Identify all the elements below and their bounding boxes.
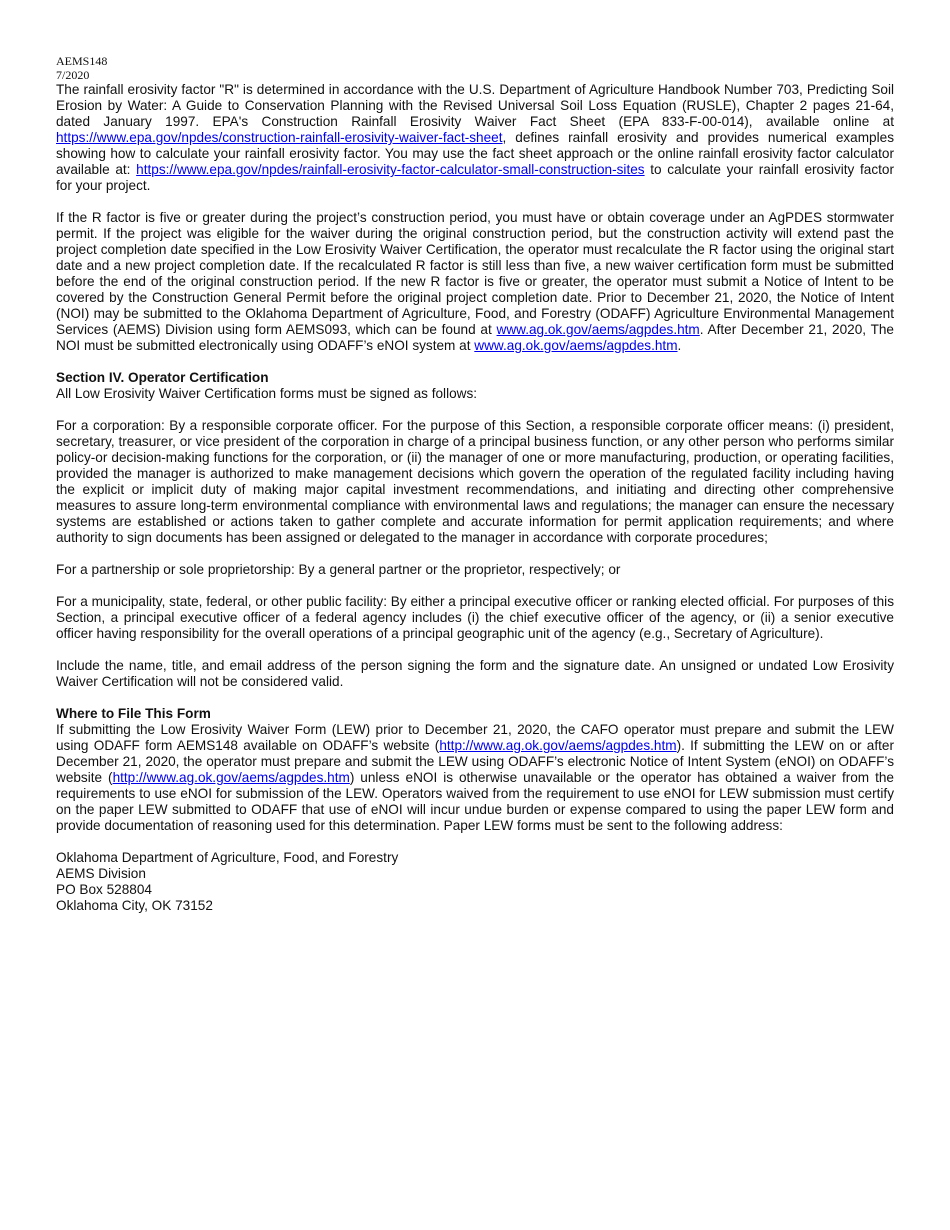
text-run: If the R factor is five or greater during the project’s construction period, you must have or obtain coverage under an AgPDES stormwater permit. If the project was eligible for the waiver during the original construction period, but the construction activity will extend past the project completion date specified in the Low Erosivity Waiver Certification, the operator must recalculate the R factor using the original start date and a new project completion date. If the recalculated R factor is still less than five, a new waiver certification form must be submitted before the end of the original construction period. If the new R factor is five or greater, the operator must submit a Notice of Intent to be covered by the Construction General Permit before the original project completion date. Prior to December 21, 2020, the Notice of Intent (NOI) may be submitted to the Oklahoma Department of Agriculture, Food, and Forestry (ODAFF) Agriculture Environmental Management Services (AEMS) Division using form AEMS093, which can be found at: [56, 210, 894, 337]
odaff-website-link[interactable]: http://www.ag.ok.gov/aems/agpdes.htm: [439, 738, 677, 753]
epa-fact-sheet-link[interactable]: https://www.epa.gov/npdes/construction-rainfall-erosivity-waiver-fact-sheet: [56, 130, 503, 145]
where-to-file-heading: Where to File This Form: [56, 706, 211, 721]
partnership-paragraph: For a partnership or sole proprietorship: By a general partner or the proprietor, respectively; or: [56, 562, 621, 577]
odaff-enoi-link[interactable]: http://www.ag.ok.gov/aems/agpdes.htm: [112, 770, 350, 785]
where-to-file-paragraph: [56, 722, 894, 834]
address-line: AEMS Division: [56, 866, 146, 881]
address-line: Oklahoma City, OK 73152: [56, 898, 213, 913]
text-run: ). If submitting the LEW on or after December 21, 2020, the operator must prepare and submit the LEW using ODAFF’s electronic Notice of Intent System (eNOI) on ODAFF’s website (: [56, 738, 894, 785]
address-line: Oklahoma Department of Agriculture, Food, and Forestry: [56, 850, 399, 865]
corporation-paragraph: For a corporation: By a responsible corporate officer. For the purpose of this Section, a responsible corporate officer means: (i) president, secretary, treasurer, or vice president of the corporation in charge of a principal business function, or any other person who performs similar policy-or decision-making functions for the corporation, or (ii) the manager of one or more manufacturing, production, or operating facilities, provided the manager is authorized to make management decisions which govern the operation of the regulated facility including having the explicit or implicit duty of making major capital investment recommendations, and initiating and directing other comprehensive measures to assure long-term environmental compliance with environmental laws and regulations; the manager can ensure the necessary systems are established or actions taken to gather complete and accurate information for permit application requirements; and where authority to sign documents has been assigned or delegated to the manager in accordance with corporate procedures;: [56, 418, 894, 545]
form-id: AEMS148: [56, 54, 108, 68]
section-iv-intro: All Low Erosivity Waiver Certification forms must be signed as follows:: [56, 386, 478, 401]
agpdes-enoi-link[interactable]: www.ag.ok.gov/aems/agpdes.htm: [474, 338, 678, 353]
text-run: ) unless eNOI is otherwise unavailable or the operator has obtained a waiver from the requirements to use eNOI for submission of the LEW. Operators waived from the requirement to use eNOI for LEW submission must certify on the paper LEW submitted to ODAFF that use of eNOI will incur undue burden or expense compared to using the paper LEW form and provide documentation of reasoning used for this determination. Paper LEW forms must be sent to the following address:: [56, 770, 894, 833]
section-iv-heading: Section IV. Operator Certification: [56, 370, 269, 385]
r-factor-paragraph: [56, 210, 894, 354]
form-date: 7/2020: [56, 68, 90, 82]
municipality-paragraph: For a municipality, state, federal, or other public facility: By either a principal executive officer or ranking elected official. For purposes of this Section, a principal executive officer of a federal agency includes (i) the chief executive officer of the agency, or (ii) a senior executive officer having responsibility for the overall operations of a principal geographic unit of the agency (e.g., Secretary of Agriculture).: [56, 594, 894, 641]
text-run: The rainfall erosivity factor "R" is determined in accordance with the U.S. Department of Agriculture Handbook Number 703, Predicting Soil Erosion by Water: A Guide to Conservation Planning with the Revised Universal Soil Loss Equation (RUSLE), Chapter 2 pages 21-64, dated January 1997. EPA's Construction Rainfall Erosivity Waiver Fact Sheet (EPA 833-F-00-014), available online at: [56, 82, 894, 129]
rainfall-erosivity-paragraph: [56, 82, 894, 194]
text-run: , defines rainfall erosivity and provides numerical examples showing how to calculate your rainfall erosivity factor. You may use the fact sheet approach or the online rainfall erosivity factor calculator available at:: [56, 130, 894, 177]
agpdes-link[interactable]: www.ag.ok.gov/aems/agpdes.htm: [496, 322, 700, 337]
mailing-address: [56, 850, 894, 914]
text-run: to calculate your rainfall erosivity factor for your project.: [56, 162, 894, 193]
document-page: [56, 54, 894, 914]
address-line: PO Box 528804: [56, 882, 152, 897]
include-signature-paragraph: Include the name, title, and email address of the person signing the form and the signature date. An unsigned or undated Low Erosivity Waiver Certification will not be considered valid.: [56, 658, 894, 689]
text-run: .: [677, 338, 682, 353]
text-run: If submitting the Low Erosivity Waiver Form (LEW) prior to December 21, 2020, the CAFO operator must prepare and submit the LEW using ODAFF form AEMS148 available on ODAFF’s website (: [56, 722, 894, 753]
text-run: . After December 21, 2020, The NOI must be submitted electronically using ODAFF’s eNOI system at: [56, 322, 894, 353]
epa-calculator-link[interactable]: https://www.epa.gov/npdes/rainfall-erosivity-factor-calculator-small-construction-sites: [136, 162, 645, 177]
